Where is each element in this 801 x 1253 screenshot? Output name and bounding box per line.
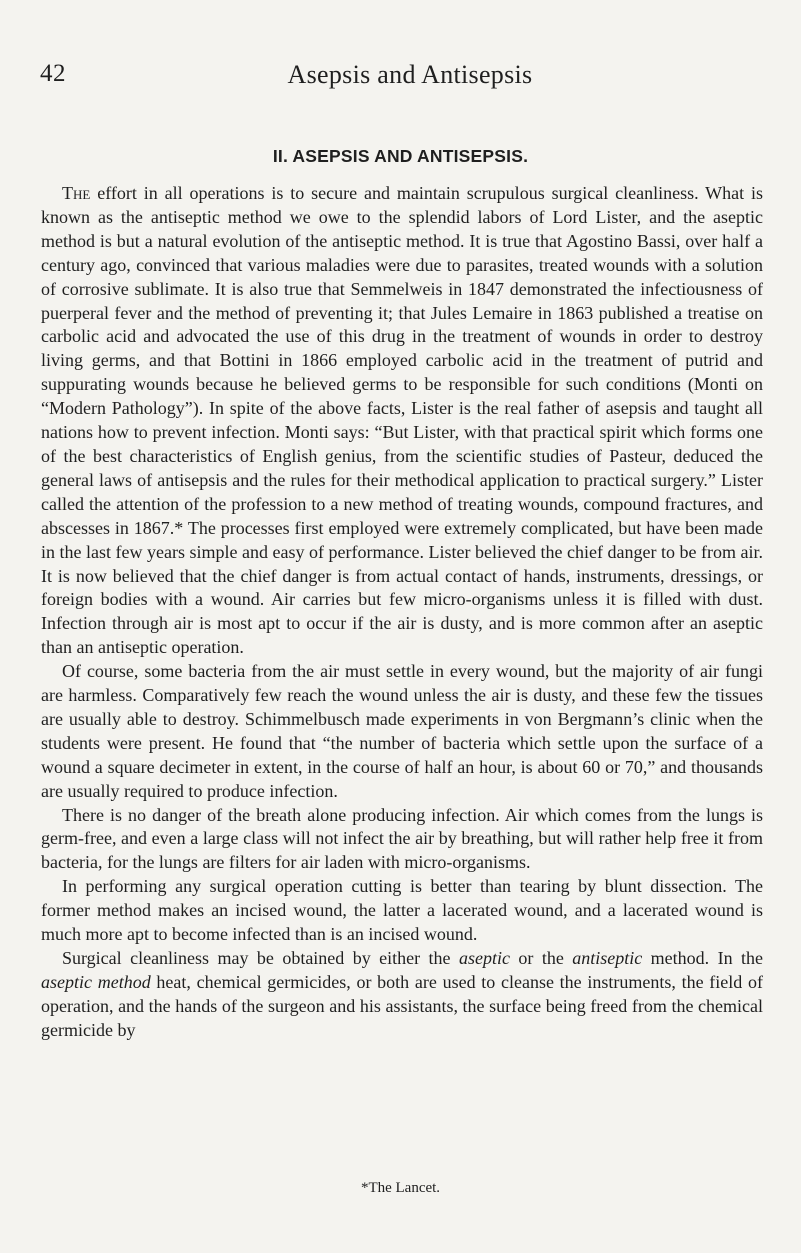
running-head [40, 60, 780, 100]
paragraph-lead-word: The [62, 183, 91, 203]
emphasis-antiseptic: antiseptic [572, 948, 643, 968]
paragraph-5 [41, 947, 763, 1043]
paragraph-5-text-c: method. In the [642, 948, 763, 968]
paragraph-3: There is no danger of the breath alone producing infection. Air which comes from the lungs is germ-free, and even a large class will not infect the air by breathing, but will rather help free it from bacteria, for the lungs are filters for air laden with micro-organisms. [41, 804, 763, 873]
paragraph-5-text-b: or the [509, 948, 573, 968]
page-number: 42 [40, 60, 66, 87]
paragraph-1-text: effort in all operations is to secure and maintain scrupulous surgical cleanliness. What is known as the antiseptic method we owe to the splendid labors of Lord Lister, and the aseptic method is but a natural evolution of the antiseptic method. It is true that Agostino Bassi, over half a century ago, convinced that various maladies were due to parasites, treated wounds with a solution of corrosive sublimate. It is also true that Semmelweis in 1847 demonstrated the infectiousness of puerperal fever and the method of preventing it; that Jules Lemaire in 1863 published a treatise on carbolic acid and advocated the use of this drug in the treatment of wounds in order to destroy living germs, and that Bottini in 1866 employed carbolic acid in the treatment of putrid and suppurating wounds because he believed germs to be responsible for such conditions (Monti on “Modern Pathology”). In spite of the above facts, Lister is the real father of asepsis and taught all nations how to prevent infection. Monti says: “But Lister, with that practical spirit which forms one of the best characteristics of English genius, from the scientific studies of Pasteur, deduced the general laws of antisepsis and the rules for their methodical application to practical surgery.” Lister called the attention of the profession to a new method of treating wounds, compound fractures, and abscesses in 1867.* The processes first employed were extremely complicated, but have been made in the last few years simple and easy of performance. Lister believed the chief danger to be from air. It is now believed that the chief danger is from actual contact of hands, instruments, dressings, or foreign bodies with a wound. Air carries but few micro-organisms unless it is filled with dust. Infection through air is most apt to occur if the air is dusty, and is more common after an aseptic than an antiseptic operation. [41, 183, 763, 658]
footnote: *The Lancet. [360, 1180, 441, 1196]
paragraph-5-text-d: heat, chemical germicides, or both are used to cleanse the instruments, the field of operation, and the hands of the surgeon and his assistants, the surface being freed from the chemical germicide by [41, 971, 763, 1040]
emphasis-aseptic-method: aseptic method [41, 971, 151, 992]
running-title: Asepsis and Antisepsis [287, 60, 533, 89]
body-text [41, 182, 763, 1043]
paragraph-4: In performing any surgical operation cutting is better than tearing by blunt dissection. The former method makes an incised wound, the latter a lacerated wound, and a lacerated wound is much more apt to become infected than is an incised wound. [41, 876, 763, 945]
paragraph-5-text-a: Surgical cleanliness may be obtained by either the [62, 948, 459, 968]
section-heading: II. ASEPSIS AND ANTISEPSIS. [272, 146, 529, 166]
paragraph-2: Of course, some bacteria from the air must settle in every wound, but the majority of air fungi are harmless. Comparatively few reach the wound unless the air is dusty, and these few the tissues are usually able to destroy. Schimmelbusch made experiments in von Bergmann’s clinic when the students were present. He found that “the number of bacteria which settle upon the surface of a wound a square decimeter in extent, in the course of half an hour, is about 60 or 70,” and thousands are usually required to produce infection. [41, 661, 763, 801]
paragraph-1 [41, 182, 763, 660]
emphasis-aseptic: aseptic [458, 948, 510, 968]
